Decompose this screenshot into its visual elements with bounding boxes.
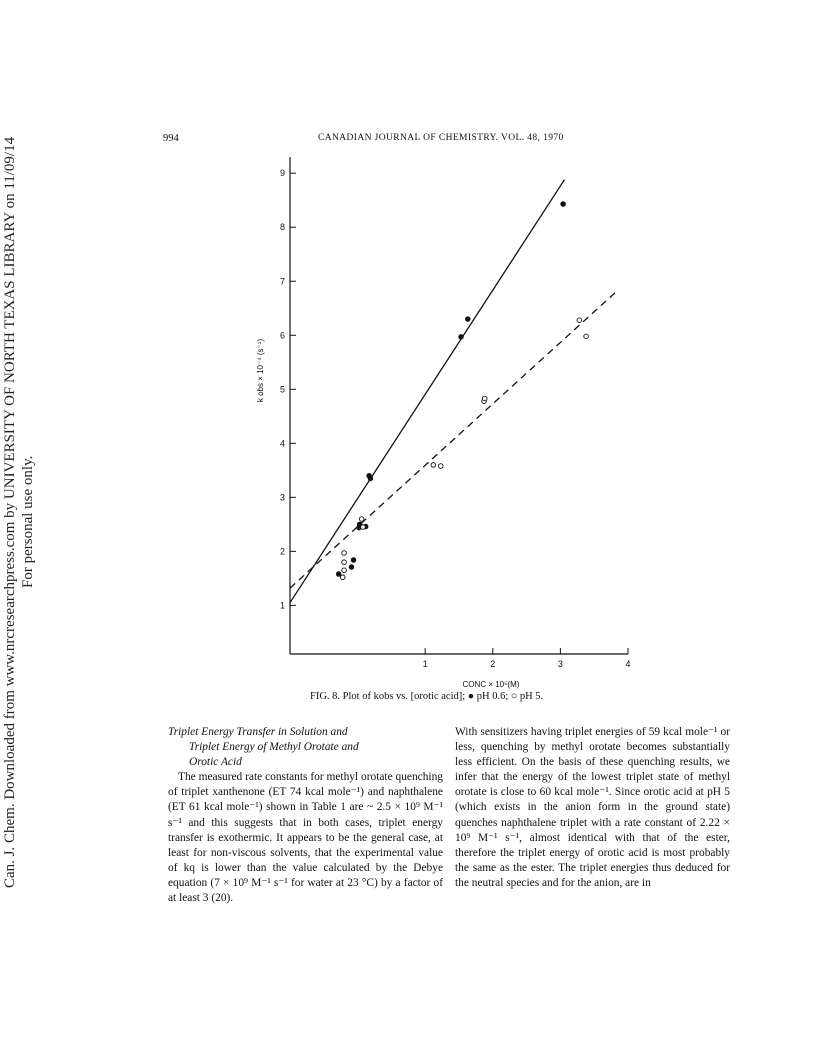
chart-axes	[290, 157, 628, 654]
x-tick-label: 4	[625, 659, 631, 669]
page-number: 994	[163, 133, 179, 144]
data-point-filled	[349, 565, 354, 570]
left-column	[168, 725, 443, 906]
data-point-filled	[561, 202, 566, 207]
data-point-open	[577, 318, 582, 323]
data-point-open	[431, 463, 436, 468]
body-paragraph-right: With sensitizers having triplet energies of 59 kcal mole⁻¹ or less, quenching by methyl orotate becomes substantially less efficient. On the basis of these quenching results, we infer that the energy of the lowest triplet state of methyl orotate is close to 60 kcal mole⁻¹. Since orotic acid at pH 5 (which exists in the anion form in the ground state) quenches naphthalene triplet with a rate constant of 2.22 × 10⁹ M⁻¹ s⁻¹, almost identical with that of the ester, therefore the triplet energy of orotic acid is most probably the same as the ester. The triplet energies thus deduced for the neutral species and for the anion, are in	[455, 726, 730, 889]
data-point-filled	[336, 572, 341, 577]
y-tick-label: 7	[279, 276, 285, 287]
fit-line-solid	[290, 180, 564, 603]
section-heading-line-1: Triplet Energy Transfer in Solution and	[168, 726, 348, 738]
data-point-open	[361, 525, 366, 530]
y-tick-label: 8	[279, 222, 285, 233]
section-heading-line-2: Triplet Energy of Methyl Orotate and	[189, 741, 359, 754]
y-tick-label: 4	[279, 438, 285, 449]
section-heading-line-3: Orotic Acid	[189, 756, 242, 769]
fit-line-dashed	[290, 292, 616, 588]
section-heading	[168, 725, 443, 770]
data-point-filled	[351, 558, 356, 563]
data-points	[336, 202, 588, 580]
data-point-open	[340, 575, 345, 580]
download-notice: Can. J. Chem. Downloaded from www.nrcresearchpress.com by UNIVERSITY OF NORTH TEXAS LIBRARY on 11/09/14	[2, 136, 18, 888]
x-tick-label: 1	[422, 659, 428, 669]
x-tick-label: 2	[490, 659, 496, 669]
y-tick-label: 9	[279, 168, 285, 179]
data-point-filled	[459, 335, 464, 340]
y-tick-label: 6	[279, 330, 285, 341]
fit-lines	[290, 180, 616, 603]
data-point-open	[342, 551, 347, 556]
y-tick-label: 2	[279, 546, 285, 557]
data-point-open	[359, 517, 364, 522]
data-point-filled	[368, 476, 373, 481]
y-tick-label: 5	[279, 384, 285, 395]
data-point-open	[342, 568, 347, 573]
personal-use-notice: For personal use only.	[20, 455, 36, 588]
running-head: CANADIAN JOURNAL OF CHEMISTRY. VOL. 48, 1970	[318, 133, 564, 143]
y-axis-title: k obs × 10⁻⁴ (s⁻¹)	[256, 338, 265, 403]
chart-labels	[256, 168, 631, 689]
x-axis-title: CONC × 10⁵(M)	[462, 680, 520, 689]
figure-caption: FIG. 8. Plot of kobs vs. [orotic acid]; ● pH 0.6; ○ pH 5.	[310, 691, 544, 702]
data-point-open	[342, 560, 347, 565]
right-column	[455, 725, 730, 891]
data-point-open	[584, 334, 589, 339]
y-tick-label: 1	[279, 600, 285, 611]
data-point-open	[438, 464, 443, 469]
x-tick-label: 3	[557, 659, 563, 669]
y-tick-label: 3	[279, 492, 285, 503]
body-paragraph-left: The measured rate constants for methyl orotate quenching of triplet xanthenone (ET 74 kcal mole⁻¹) and naphthalene (ET 61 kcal mole⁻¹) shown in Table 1 are ~ 2.5 × 10⁹ M⁻¹ s⁻¹ and this suggests that in both cases, triplet energy transfer is exothermic. It appears to be the general case, at least for non-viscous solvents, that the experimental value of kq is lower than the value calculated by the Debye equation (7 × 10⁹ M⁻¹ s⁻¹ for water at 23 °C) by a factor of at least 3 (20).	[168, 771, 443, 905]
data-point-open	[482, 396, 487, 401]
data-point-filled	[465, 317, 470, 322]
